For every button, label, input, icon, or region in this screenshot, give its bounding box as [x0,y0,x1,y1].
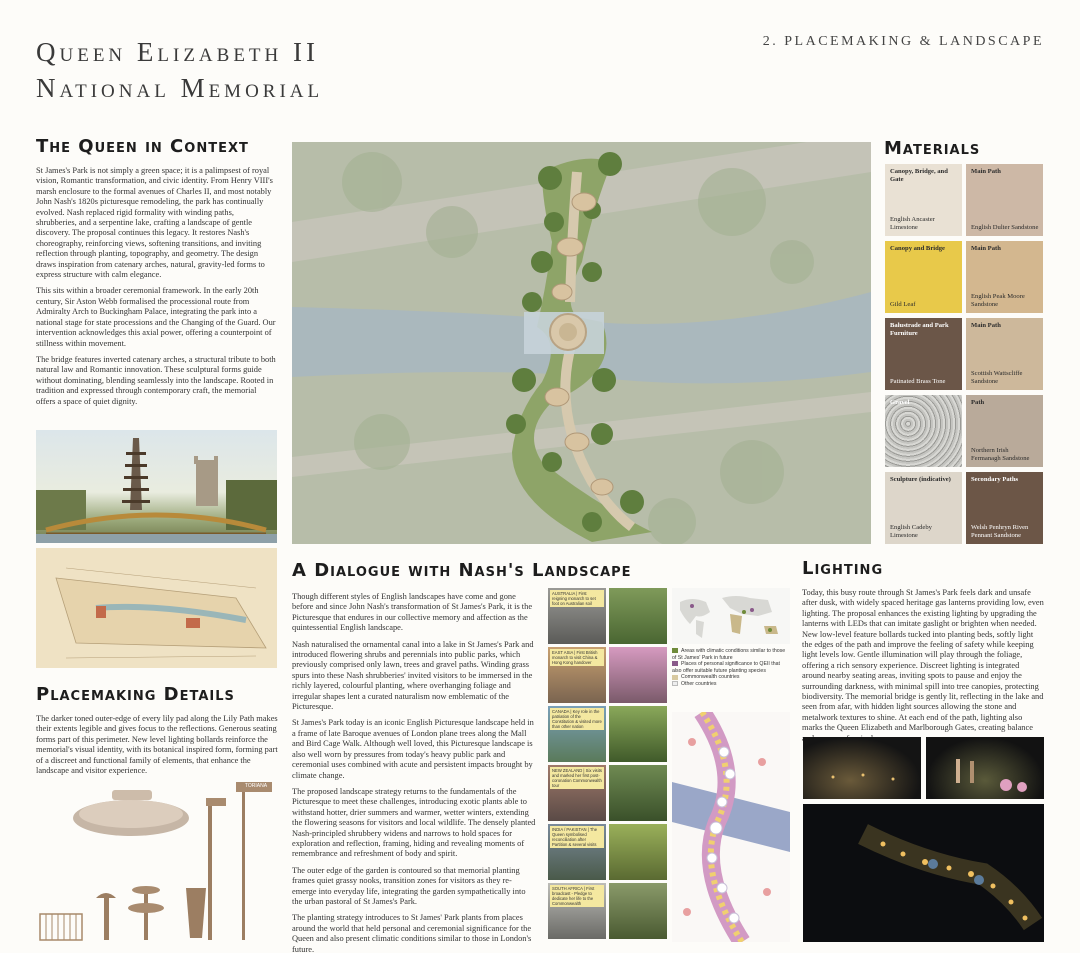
material-swatch: Secondary Paths Welsh Penhryn Riven Pennant Sandstone [966,472,1043,544]
context-paragraph: This sits within a broader ceremonial framework. In the early 20th century, Sir Aston Webb formalised the processional route from Admiralty Arch to Buckingham Palace, integrating the park into a national stage for state processions and the Changing of the Guard. Our intervention acknowledges this axial power, offering a counterpoint of stillness within movement. [36,286,276,348]
country-photo: NEW ZEALAND | Six visits and marked her first post-coronation Commonwealth tour [548,765,606,821]
dialogue-paragraph: Though different styles of English landscapes have come and gone before and since John Nash's transformation of St James's Park, it is the Picturesque that endures in our collective memory and affection as the quintessential English landscape. [292,592,533,633]
dialogue-heading: A Dialogue with Nash's Landscape [292,560,632,581]
night-photo [926,737,1044,799]
sign-label: TORIANA [244,783,268,789]
world-map [672,588,790,644]
dialogue-paragraph: The planting strategy introduces to St James' Park plants from places around the world that held personal and ceremonial significance for the Queen and also present climatic conditions similar to those in London's future. [292,913,532,953]
context-heading: The Queen in Context [36,136,249,157]
dialogue-paragraph: The outer edge of the garden is contoured so that memorial planting frames quiet grassy nooks, transition zones for visitors as they re-emerge into everyday life, integrating the garden sympathetically into the urban pastoral of St James's Park. [292,865,526,906]
material-swatch: Sculpture (indicative) English Cadeby Limestone [885,472,962,544]
material-swatch: Gravel [885,395,962,467]
material-swatch: Balustrade and Park Furniture Patinated Brass Tone [885,318,962,390]
furniture-render [36,770,286,945]
night-photo [803,737,921,799]
country-photo-grid [548,588,668,940]
plant-photo [609,765,667,821]
lighting-heading: Lighting [802,558,884,579]
country-photo: INDIA / PAKISTAN | The Queen symbolised reconciliation after Partition & several visits [548,824,606,880]
material-swatch: Canopy and Bridge Gild Leaf [885,241,962,313]
historic-park-plan [36,548,277,668]
context-paragraph: The bridge features inverted catenary arches, a structural tribute to both natural law and Romantic innovation. These sculptural forms guide without dominating, blending seamlessly into the landscape. Rooted in tradition and expressed through contemporary craft, the memorial offers a space of quiet dignity. [36,354,276,406]
country-photo: CANADA | Key role in the patriation of the Constitution & visited more than other nation [548,706,606,762]
country-photo: SOUTH AFRICA | First broadcast - Pledge to dedicate her life to the Commonwealth [548,883,606,939]
legend-item: Commonwealth countries [672,674,790,681]
plant-photo [609,706,667,762]
plant-photo [609,824,667,880]
planting-diagram [672,712,790,942]
placemaking-text: The darker toned outer-edge of every lily pad along the Lily Path makes their extents legible and gives focus to the reflections. Generous seating forms part of this perimeter. New level lighting bollards reinforce the memorial's visual identity, with its botanical inspired form, forming part of a discreet and functional family of elements, that enhance the landscape and visitor experience. [36,714,278,776]
legend-item: Areas with climatic conditions similar to those of St James' Park in future [672,648,786,661]
country-photo: EAST ASIA | First British monarch to visit China & Hong Kong handover [548,647,606,703]
page-title [36,34,323,106]
historic-pagoda-illustration [36,430,277,543]
materials-heading: Materials [884,138,981,159]
dialogue-text [292,592,536,953]
material-swatch: Main Path English Dulter Sandstone [966,164,1043,236]
context-paragraph: St James's Park is not simply a green space; it is a palimpsest of royal vision, Romantic transformation, and civic identity. From Henry VIII's marsh enclosure to the formal avenues of Charles II, and most notably John Nash's 1820s picturesque remodeling, the park has continually evolved. Nash replaced rigid formality with winding paths, shrubberies, and a serpentine lake, crafting a landscape of gentle discovery. The proposal continues this legacy. It restores Nash's choreography, reinforcing views, softening transitions, and inviting reflection through planting, topography, and geometry. The design draws inspiration from catenary arches, natural, gravity-led forms to express structure with calm elegance. [36,166,273,280]
night-aerial-render [803,804,1044,942]
map-legend [672,648,790,688]
plant-photo [609,883,667,939]
material-swatch: Main Path Scottish Wattscliffe Sandstone [966,318,1043,390]
title-line-1: Queen Elizabeth II [36,37,319,67]
dialogue-paragraph: St James's Park today is an iconic English Picturesque landscape held in a frame of late Baroque avenues of London plane trees along the Mall and Bird Cage Walk. Although well loved, this Picturesque landscape is also well worn by pressures from today's heavy public park and ceremonial uses combined with acute and persistent impacts brought by climate change. [292,718,534,780]
aerial-plan [292,142,871,544]
material-swatch: Main Path English Peak Moore Sandstone [966,241,1043,313]
plant-photo [609,588,667,644]
legend-item: Places of personal significance to QEII that also offer suitable future planting species [672,661,780,674]
materials-grid [885,164,1045,546]
country-photo: AUSTRALIA | First reigning monarch to set foot on Australian soil [548,588,606,644]
placemaking-heading: Placemaking Details [36,684,235,705]
lighting-text: Today, this busy route through St James's Park feels dark and unsafe after dusk, with widely spaced heritage gas lanterns providing low, even lighting. The proposal enhances the existing lighting by upgrading the lanterns with LEDs that can imitate gaslight or brighten when needed. New low-level feature bollards tucked into planting beds, softly light the edges of the path and improve the feeling of safety while keeping light levels low. Gentle illumination will play through the foliage, offering a rich sensory experience. Discreet lighting is integrated around nearby seating areas, inviting spots to pause and enjoy the surrounding darkness, with minimal spill into tree canopies, protecting biodiversity. The memorial bridge is gently lit, reflecting in the lake and seen from afar, with hidden light sources allowing the stone and metalwork textures to shine. At each end of the path, lighting also marks the Queen Elizabeth and Marlborough Gates, creating balance [802,588,1044,733]
context-text [36,166,276,413]
legend-item: Other countries [672,681,790,688]
dialogue-paragraph: The proposed landscape strategy returns to the fundamentals of the Picturesque to meet these challenges, introducing exotic plants able to withstand hotter, drier summers and warmer, wetter winters, extending the flowering seasons for visitors and local wildlife. The densely planted Nash-principled shrubbery widens and narrows to hold spaces for exploration and reflection, framing, hiding and revealing moments of remembrance and refreshment of body and spirit. [292,786,536,859]
dialogue-paragraph: Nash naturalised the ornamental canal into a lake in St James's Park and introduced flowering shrubs and perennials into public parks, which previously comprised only lawn, trees and gravel paths. Winding grass spurs into these Nash shrubberies' invited visitors to be immersed in the richly layered, colourful planting, where overhanging foliage and irregular shapes lent a curated naturalism now emblematic of the Picturesque. [292,639,534,712]
section-label: 2. PLACEMAKING & LANDSCAPE [762,34,1044,49]
material-swatch: Path Northern Irish Fermanagh Sandstone [966,395,1043,467]
material-swatch: Canopy, Bridge, and Gate English Ancaster Limestone [885,164,962,236]
plant-photo [609,647,667,703]
title-line-2: National Memorial [36,73,324,103]
